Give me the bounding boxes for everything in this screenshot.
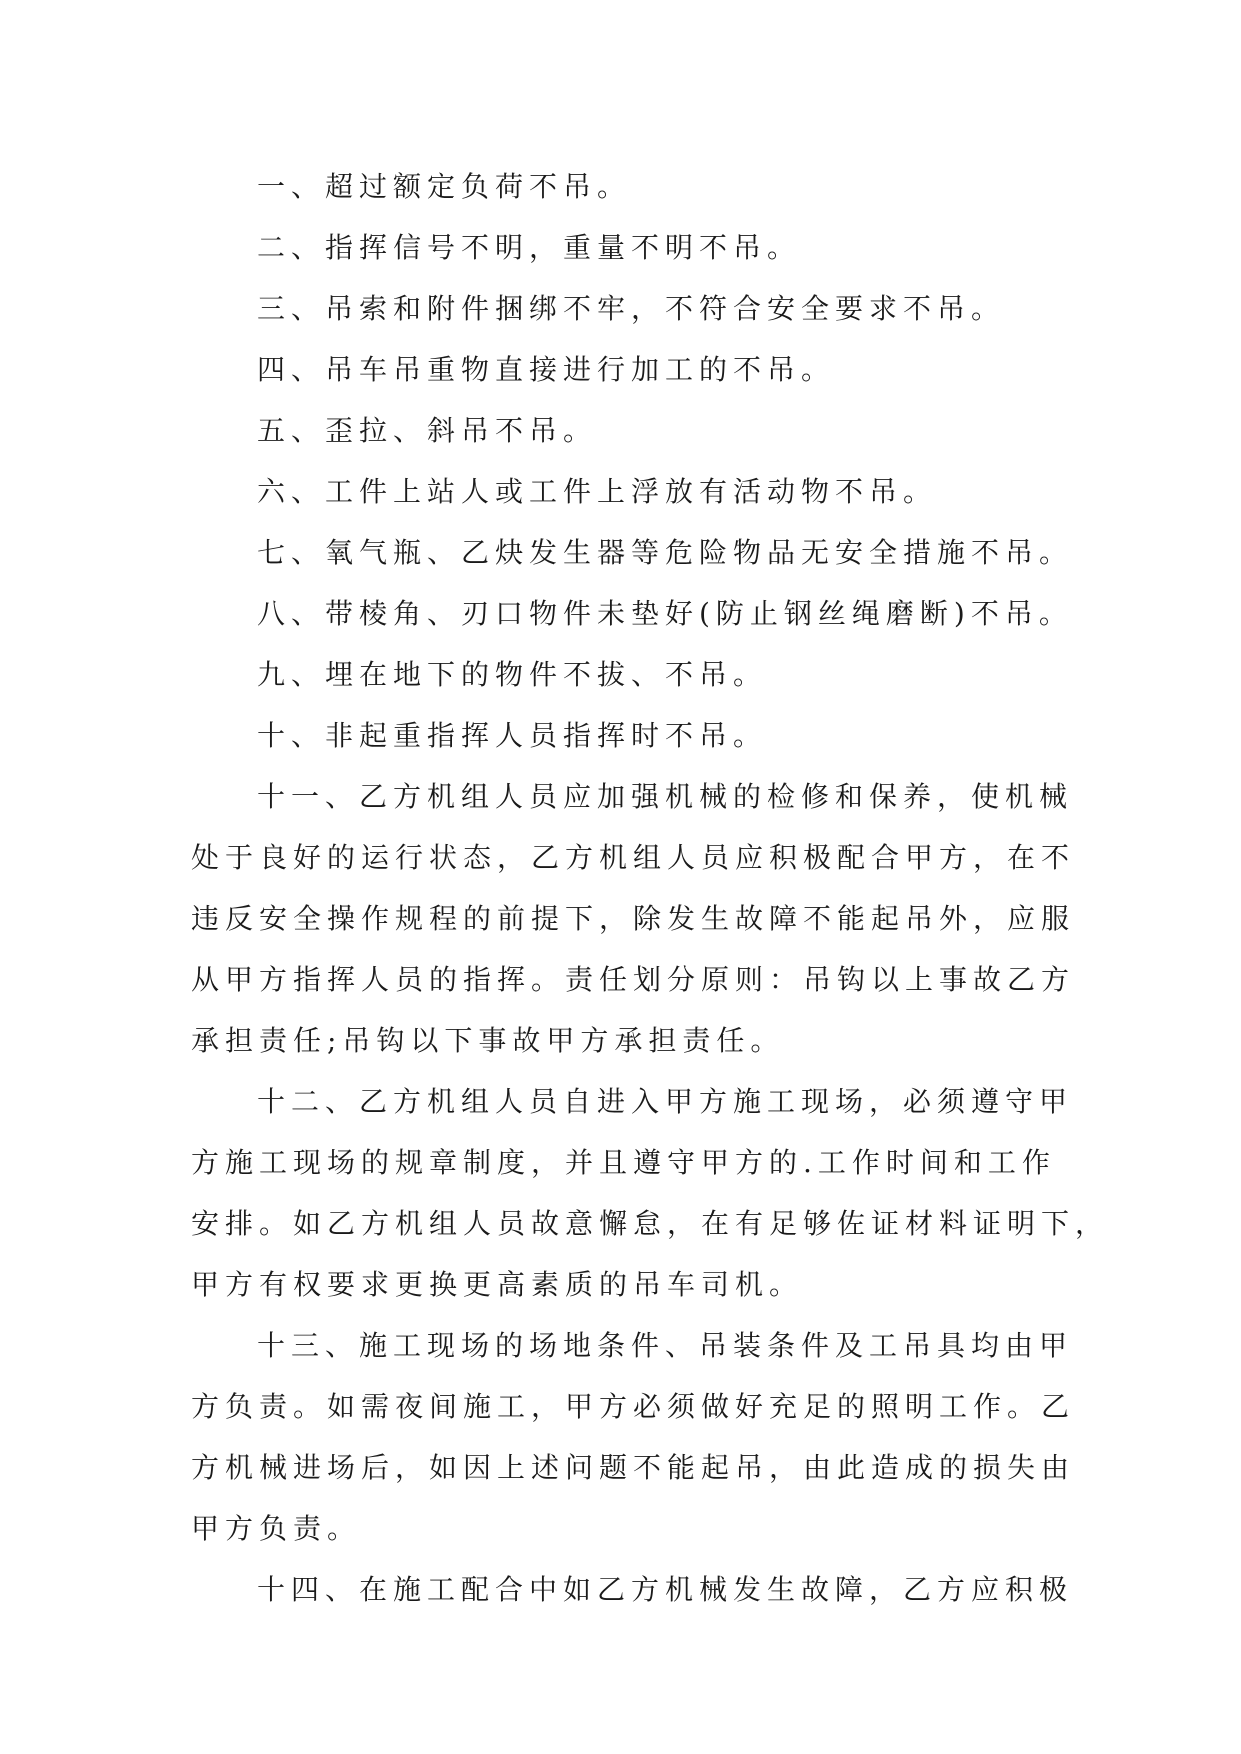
text-line: 从甲方指挥人员的指挥。责任划分原则：吊钩以上事故乙方	[191, 963, 1076, 996]
text-line: 方施工现场的规章制度，并且遵守甲方的.工作时间和工作	[191, 1146, 1056, 1179]
text-line: 四、吊车吊重物直接进行加工的不吊。	[257, 353, 836, 386]
document-body	[191, 156, 1110, 1620]
paragraph-rule-3	[191, 278, 1061, 339]
paragraph-rule-14	[191, 1559, 1074, 1620]
text-line: 十二、乙方机组人员自进入甲方施工现场，必须遵守甲	[257, 1085, 1074, 1118]
paragraph-rule-6	[191, 461, 1061, 522]
text-line: 甲方有权要求更换更高素质的吊车司机。	[191, 1268, 804, 1301]
text-line: 方负责。如需夜间施工，甲方必须做好充足的照明工作。乙	[191, 1390, 1076, 1423]
text-line: 六、工件上站人或工件上浮放有活动物不吊。	[257, 475, 938, 508]
text-line: 十三、施工现场的场地条件、吊装条件及工吊具均由甲	[257, 1329, 1074, 1362]
text-line: 方机械进场后，如因上述问题不能起吊，由此造成的损失由	[191, 1451, 1076, 1484]
text-line: 五、歪拉、斜吊不吊。	[257, 414, 598, 447]
paragraph-rule-4	[191, 339, 1061, 400]
text-line: 一、超过额定负荷不吊。	[257, 170, 632, 203]
paragraph-rule-12	[191, 1071, 1110, 1315]
text-line: 甲方负责。	[191, 1512, 362, 1545]
text-line: 九、埋在地下的物件不拔、不吊。	[257, 658, 768, 691]
paragraph-rule-10	[191, 705, 1061, 766]
text-line: 承担责任;吊钩以下事故甲方承担责任。	[191, 1024, 785, 1057]
text-line: 十、非起重指挥人员指挥时不吊。	[257, 719, 768, 752]
paragraph-rule-1	[191, 156, 1061, 217]
text-line: 八、带棱角、刃口物件未垫好(防止钢丝绳磨断)不吊。	[257, 597, 1073, 630]
text-line: 二、指挥信号不明，重量不明不吊。	[257, 231, 802, 264]
text-line: 十一、乙方机组人员应加强机械的检修和保养，使机械	[257, 780, 1074, 813]
paragraph-rule-5	[191, 400, 1061, 461]
paragraph-rule-2	[191, 217, 1061, 278]
text-line: 违反安全操作规程的前提下，除发生故障不能起吊外，应服	[191, 902, 1076, 935]
text-line: 处于良好的运行状态，乙方机组人员应积极配合甲方，在不	[191, 841, 1076, 874]
text-line: 安排。如乙方机组人员故意懈怠，在有足够佐证材料证明下，	[191, 1207, 1110, 1240]
paragraph-rule-8	[191, 583, 1073, 644]
paragraph-rule-11	[191, 766, 1076, 1071]
paragraph-rule-13	[191, 1315, 1076, 1559]
text-line: 三、吊索和附件捆绑不牢，不符合安全要求不吊。	[257, 292, 1006, 325]
paragraph-rule-7	[191, 522, 1074, 583]
text-line: 十四、在施工配合中如乙方机械发生故障，乙方应积极	[257, 1573, 1074, 1606]
text-line: 七、氧气瓶、乙炔发生器等危险物品无安全措施不吊。	[257, 536, 1074, 569]
paragraph-rule-9	[191, 644, 1061, 705]
